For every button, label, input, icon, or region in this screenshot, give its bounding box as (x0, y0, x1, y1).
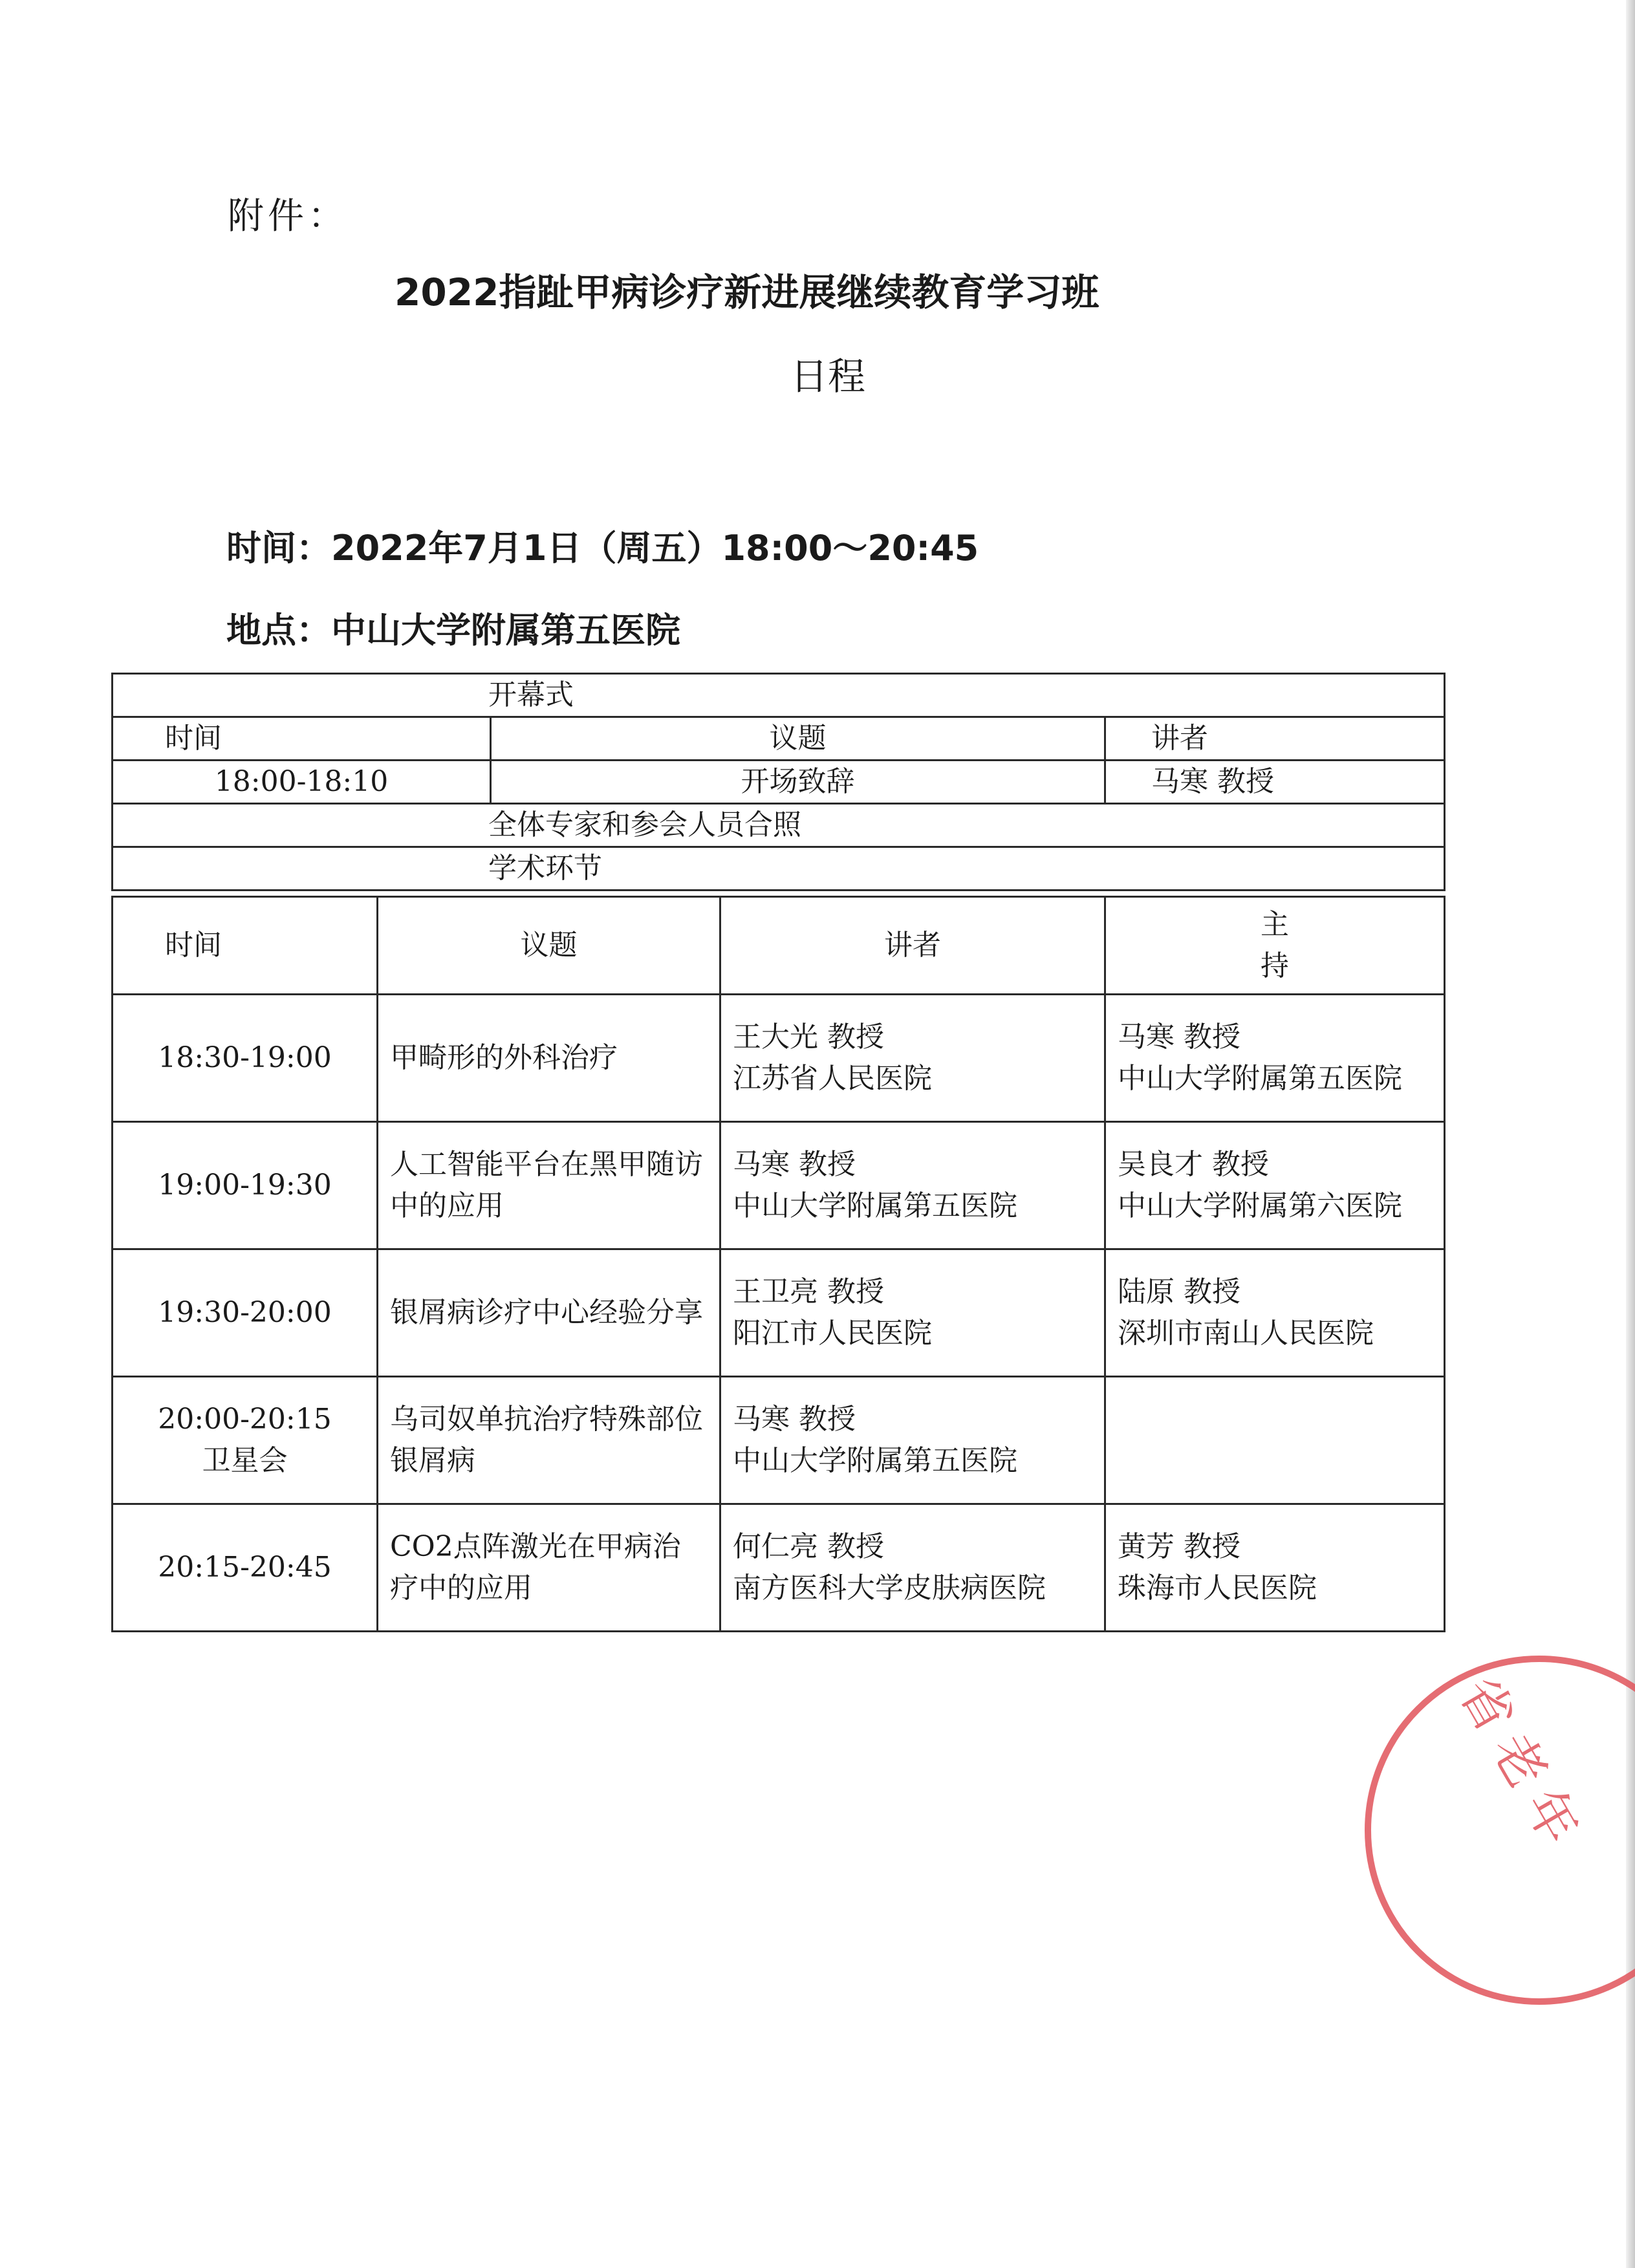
academic-table (111, 896, 1446, 1632)
academic-header-row (113, 897, 1445, 995)
academic-section-title: 学术环节 (113, 847, 1445, 891)
session-host (1105, 1376, 1445, 1504)
session-speaker: 王卫亮 教授 阳江市人民医院 (720, 1249, 1105, 1376)
session-topic: 人工智能平台在黑甲随访中的应用 (378, 1121, 720, 1249)
table-row (113, 1376, 1445, 1504)
session-host: 黄芳 教授 珠海市人民医院 (1105, 1504, 1445, 1631)
table-row (113, 1249, 1445, 1376)
academic-header-topic: 议题 (378, 897, 720, 995)
session-host: 吴良才 教授 中山大学附属第六医院 (1105, 1121, 1445, 1249)
session-host: 马寒 教授 中山大学附属第五医院 (1105, 994, 1445, 1121)
table-row (113, 1504, 1445, 1631)
opening-row (113, 761, 1445, 804)
academic-header-host: 主持 (1105, 897, 1445, 995)
seal-text: 省老年 (1447, 1667, 1597, 1866)
opening-section-row (113, 674, 1445, 717)
table-row (113, 1121, 1445, 1249)
session-time: 19:30-20:00 (113, 1249, 378, 1376)
photo-row (113, 804, 1445, 847)
session-time: 18:30-19:00 (113, 994, 378, 1121)
table-row (113, 994, 1445, 1121)
event-time: 时间：2022年7月1日（周五）18:00～20:45 (226, 528, 979, 568)
session-speaker: 马寒 教授 中山大学附属第五医院 (720, 1376, 1105, 1504)
opening-header-row (113, 717, 1445, 761)
session-time: 20:00-20:15 卫星会 (113, 1376, 378, 1504)
opening-header-topic: 议题 (491, 717, 1105, 761)
photo-session: 全体专家和参会人员合照 (113, 804, 1445, 847)
session-topic: 甲畸形的外科治疗 (378, 994, 720, 1121)
opening-header-time: 时间 (113, 717, 491, 761)
session-time: 20:15-20:45 (113, 1504, 378, 1631)
opening-header-speaker: 讲者 (1105, 717, 1445, 761)
session-speaker: 王大光 教授 江苏省人民医院 (720, 994, 1105, 1121)
document-title: 2022指趾甲病诊疗新进展继续教育学习班 (395, 270, 1099, 314)
session-topic: 银屑病诊疗中心经验分享 (378, 1249, 720, 1376)
session-speaker: 何仁亮 教授 南方医科大学皮肤病医院 (720, 1504, 1105, 1631)
opening-topic: 开场致辞 (491, 761, 1105, 804)
academic-header-speaker: 讲者 (720, 897, 1105, 995)
document-subtitle: 日程 (790, 354, 866, 398)
attachment-label: 附件： (228, 195, 348, 237)
session-time: 19:00-19:30 (113, 1121, 378, 1249)
opening-table (111, 673, 1446, 891)
session-topic: CO2点阵激光在甲病治疗中的应用 (378, 1504, 720, 1631)
session-speaker: 马寒 教授 中山大学附属第五医院 (720, 1121, 1105, 1249)
event-place: 地点：中山大学附属第五医院 (226, 610, 680, 651)
session-topic: 乌司奴单抗治疗特殊部位银屑病 (378, 1376, 720, 1504)
opening-speaker: 马寒 教授 (1105, 761, 1445, 804)
session-host: 陆原 教授 深圳市南山人民医院 (1105, 1249, 1445, 1376)
academic-header-time: 时间 (113, 897, 378, 995)
academic-section-row (113, 847, 1445, 891)
opening-time: 18:00-18:10 (113, 761, 491, 804)
opening-section-title: 开幕式 (113, 674, 1445, 717)
